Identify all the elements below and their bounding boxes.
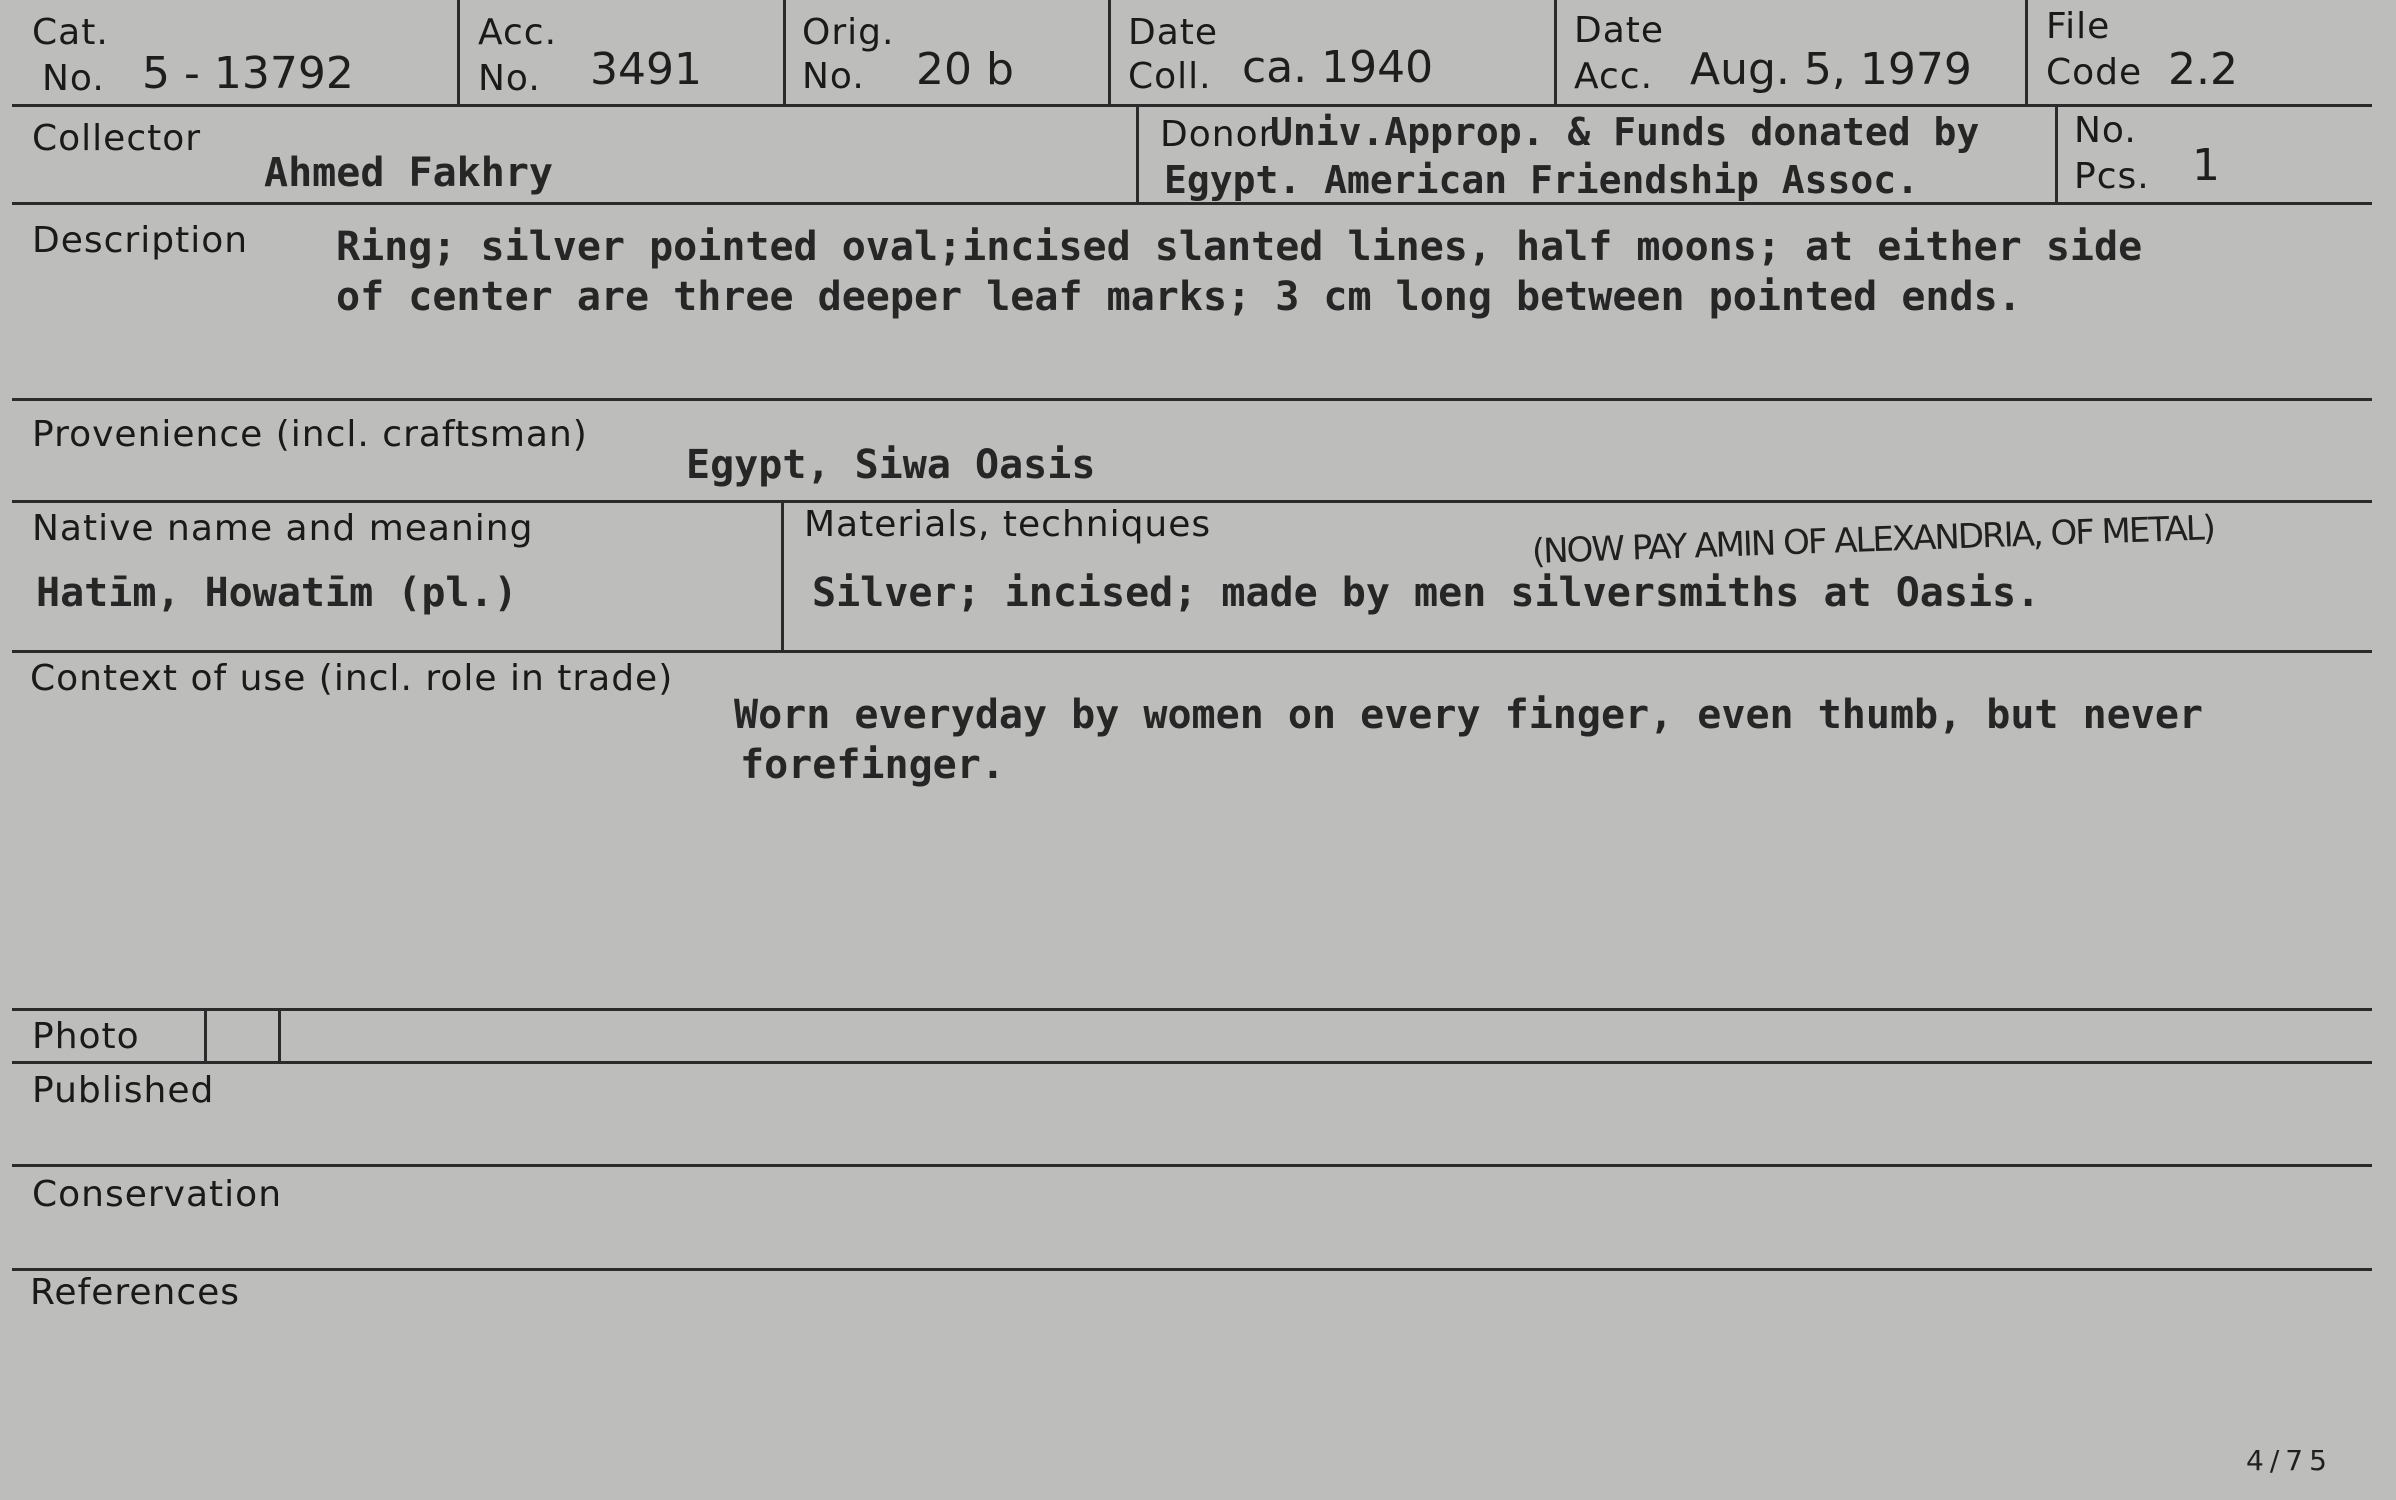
references-label: References: [30, 1272, 241, 1313]
conservation-label: Conservation: [32, 1174, 283, 1215]
native-name-value: Hatīm, Howatīm (pl.): [36, 570, 518, 616]
collector-name: Ahmed Fakhry: [264, 150, 553, 196]
cat-label-top: Cat.: [32, 12, 109, 53]
provenience-label: Provenience (incl. craftsman): [32, 414, 588, 455]
divider-cat-acc: [457, 0, 460, 104]
donor-line-2: Egypt. American Friendship Assoc.: [1164, 158, 1919, 202]
date-accessioned: Aug. 5, 1979: [1690, 44, 1972, 95]
file-label-top: File: [2046, 6, 2111, 47]
divider-provenience: [12, 500, 2372, 503]
description-line-1: Ring; silver pointed oval;incised slanted lines, half moons; at either side: [336, 224, 2143, 270]
divider-photo-box1: [204, 1010, 207, 1062]
date-coll-label-top: Date: [1128, 12, 1219, 53]
description-label: Description: [32, 220, 249, 261]
divider-description: [12, 398, 2372, 401]
divider-donor-pieces: [2055, 104, 2058, 202]
divider-collector: [12, 202, 2372, 205]
pieces-label-top: No.: [2074, 110, 2137, 151]
published-label: Published: [32, 1070, 215, 1111]
orig-number: 20 b: [916, 44, 1014, 95]
divider-dateacc-file: [2025, 0, 2028, 104]
cat-label-bottom: No.: [42, 58, 105, 99]
form-number: 4/75: [2246, 1444, 2333, 1477]
divider-context: [12, 1008, 2372, 1011]
divider-photo-box2: [278, 1010, 281, 1062]
cat-number: 5 - 13792: [142, 48, 354, 99]
divider-acc-orig: [783, 0, 786, 104]
divider-conservation: [12, 1268, 2372, 1271]
divider-datecoll-dateacc: [1554, 0, 1557, 104]
acc-label-bottom: No.: [478, 58, 541, 99]
divider-materials: [12, 650, 2372, 653]
provenience-value: Egypt, Siwa Oasis: [686, 442, 1096, 488]
date-coll-label-bottom: Coll.: [1128, 56, 1212, 97]
file-code: 2.2: [2168, 44, 2238, 95]
context-line-1: Worn everyday by women on every finger, even thumb, but never: [734, 692, 2204, 738]
native-name-label: Native name and meaning: [32, 508, 534, 549]
collector-label: Collector: [32, 118, 202, 159]
context-label: Context of use (incl. role in trade): [30, 658, 674, 699]
description-line-2: of center are three deeper leaf marks; 3 cm long between pointed ends.: [336, 274, 2022, 320]
materials-handwritten-note: (NOW PAY AMIN OF ALEXANDRIA, OF METAL): [1531, 508, 2215, 572]
date-acc-label-top: Date: [1574, 10, 1665, 51]
pieces-count: 1: [2192, 140, 2220, 191]
date-collected: ca. 1940: [1242, 42, 1434, 93]
materials-value: Silver; incised; made by men silversmiths at Oasis.: [812, 570, 2041, 616]
file-label-bottom: Code: [2046, 52, 2143, 93]
materials-label: Materials, techniques: [804, 504, 1212, 545]
donor-label: Donor: [1160, 114, 1275, 155]
orig-label-bottom: No.: [802, 56, 865, 97]
pieces-label-bottom: Pcs.: [2074, 156, 2150, 197]
divider-published: [12, 1164, 2372, 1167]
divider-photo: [12, 1061, 2372, 1064]
divider-collector-donor: [1136, 104, 1139, 202]
donor-line-1: Univ.Approp. & Funds donated by: [1270, 110, 1980, 154]
acc-number: 3491: [590, 44, 702, 95]
photo-label: Photo: [32, 1016, 140, 1057]
acc-label-top: Acc.: [478, 12, 558, 53]
divider-native-materials: [781, 500, 784, 652]
orig-label-top: Orig.: [802, 12, 895, 53]
divider-orig-datecoll: [1108, 0, 1111, 104]
context-line-2: forefinger.: [740, 742, 1005, 788]
date-acc-label-bottom: Acc.: [1574, 56, 1654, 97]
divider-header: [12, 104, 2372, 107]
